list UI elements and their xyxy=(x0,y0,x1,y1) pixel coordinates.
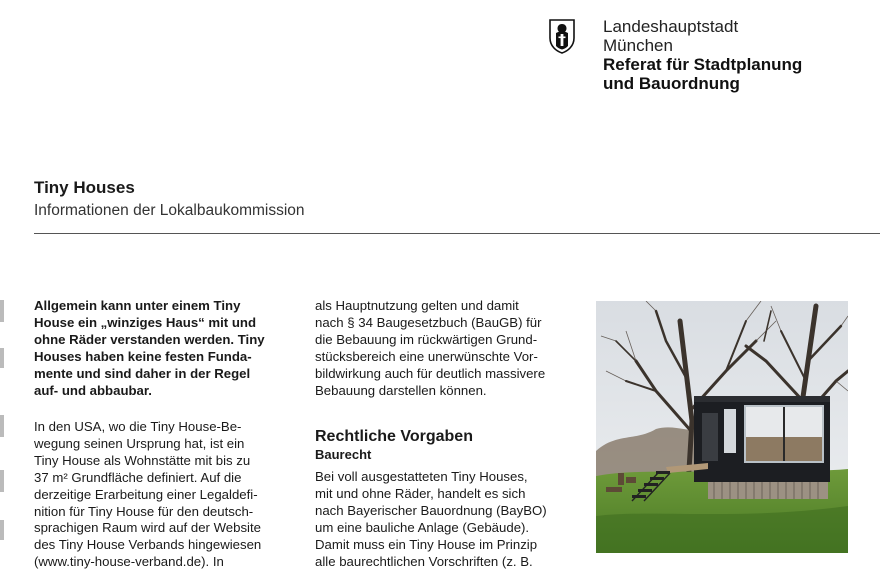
text-line: nition für Tiny House für den deutsch- xyxy=(34,503,254,519)
intro-paragraph xyxy=(34,298,286,399)
text-line: (www.tiny-house-verband.de). In xyxy=(34,554,224,570)
text-line: auf- und abbaubar. xyxy=(34,382,152,398)
munich-monk-crest-icon xyxy=(548,18,576,54)
body-paragraph xyxy=(34,419,286,571)
text-line: Houses haben keine festen Funda- xyxy=(34,348,252,364)
title-divider xyxy=(34,233,880,234)
org-name-line1: Landeshauptstadt xyxy=(603,17,739,36)
text-line: des Tiny House Verbands hingewiesen xyxy=(34,537,262,553)
text-line: Damit muss ein Tiny House im Prinzip xyxy=(315,536,538,552)
department-line1: Referat für Stadtplanung xyxy=(603,55,803,74)
text-line: die Bebauung im rückwärtigen Grund- xyxy=(315,331,538,347)
text-line: 37 m² Grundfläche definiert. Auf die xyxy=(34,469,242,485)
text-line: mente und sind daher in der Regel xyxy=(34,365,251,381)
text-line: stücksbereich eine unerwünschte Vor- xyxy=(315,348,538,364)
document-subtitle: Informationen der Lokalbaukommission xyxy=(34,202,305,219)
text-line: derzeitige Erarbeitung einer Legaldefi- xyxy=(34,486,258,502)
text-line: um eine bauliche Anlage (Gebäude). xyxy=(315,519,530,535)
text-line: In den USA, wo die Tiny House-Be- xyxy=(34,419,242,434)
page-edge-mark xyxy=(0,470,4,492)
text-line: House ein „winziges Haus“ mit und xyxy=(34,314,257,330)
text-line: nach § 34 Baugesetzbuch (BauGB) für xyxy=(315,314,542,330)
department-line2: und Bauordnung xyxy=(603,74,740,93)
text-line: bildwirkung auch für deutlich massivere xyxy=(315,365,546,381)
text-line: ohne Räder verstanden werden. Tiny xyxy=(34,331,265,347)
tiny-house-photo xyxy=(596,301,848,553)
text-line: sprachigen Raum wird auf der Website xyxy=(34,520,261,536)
continued-paragraph xyxy=(315,298,577,399)
page-edge-mark xyxy=(0,300,4,322)
text-line: Tiny House als Wohnstätte mit bis zu xyxy=(34,452,251,468)
text-line: Bei voll ausgestatteten Tiny Houses, xyxy=(315,469,528,484)
page-edge-mark xyxy=(0,348,4,368)
text-line: Bebauung darstellen können. xyxy=(315,382,487,398)
section-heading: Rechtliche Vorgaben xyxy=(315,428,473,445)
text-line: mit und ohne Räder, handelt es sich xyxy=(315,485,526,501)
text-line: als Hauptnutzung gelten und damit xyxy=(315,298,519,313)
text-line: Allgemein kann unter einem Tiny xyxy=(34,298,241,313)
text-line: nach Bayerischer Bauordnung (BayBO) xyxy=(315,502,547,518)
page-edge-mark xyxy=(0,415,4,437)
page-edge-mark xyxy=(0,520,4,540)
text-line: alle baurechtlichen Vorschriften (z. B. xyxy=(315,553,533,569)
document-title: Tiny Houses xyxy=(34,178,135,197)
org-name-line2: München xyxy=(603,36,673,55)
baurecht-paragraph xyxy=(315,469,577,570)
subsection-heading: Baurecht xyxy=(315,447,372,462)
text-line: wegung seinen Ursprung hat, ist ein xyxy=(34,435,245,451)
